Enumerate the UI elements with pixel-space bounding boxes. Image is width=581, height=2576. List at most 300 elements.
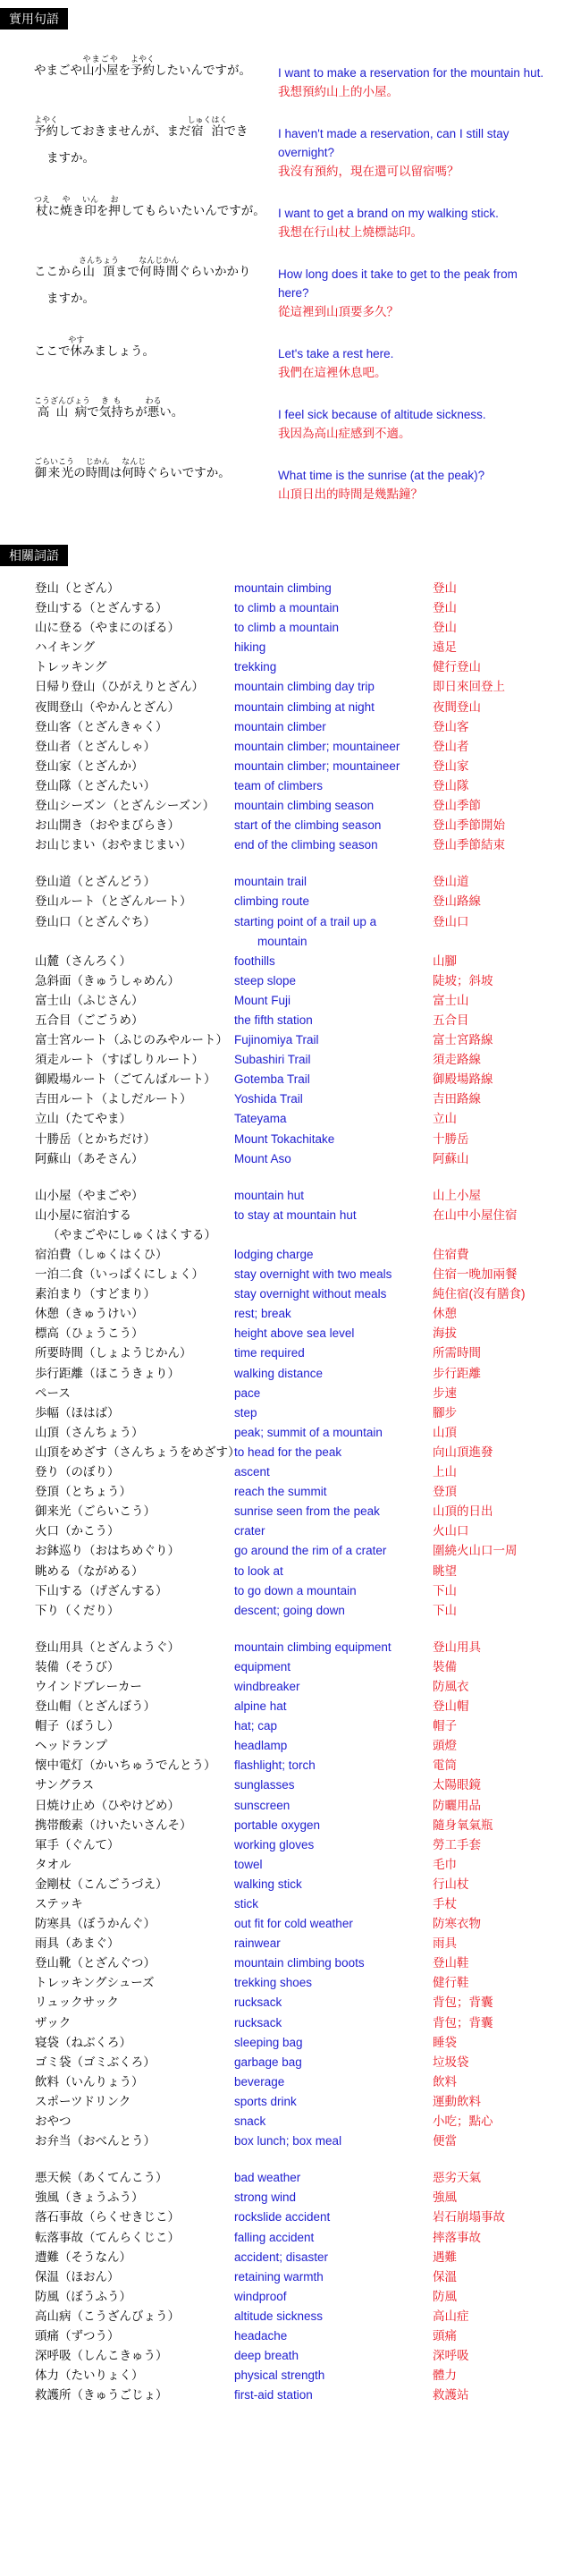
vocab-row bbox=[0, 932, 581, 952]
vocab-english: climbing route bbox=[234, 894, 310, 909]
ruby-word: 何時間なんじかん bbox=[139, 256, 180, 278]
vocab-chinese: 五合目 bbox=[433, 1013, 469, 1027]
phrase-english: Let's take a rest here. bbox=[278, 347, 394, 360]
vocab-japanese: 山麓（さんろく） bbox=[35, 953, 131, 968]
vocab-chinese: 飲料 bbox=[433, 2074, 457, 2089]
vocab-japanese bbox=[0, 932, 247, 952]
vocab-english: stay overnight without meals bbox=[234, 1287, 387, 1301]
vocab-japanese: 遭難（そうなん） bbox=[35, 2250, 131, 2264]
vocab-english: mountain climber; mountaineer bbox=[234, 758, 400, 773]
vocab-chinese: 隨身氧氣瓶 bbox=[433, 1818, 493, 1832]
vocab-english: sunrise seen from the peak bbox=[234, 1504, 380, 1519]
vocab-english: box lunch; box meal bbox=[234, 2134, 342, 2148]
vocab-row bbox=[0, 1462, 581, 1482]
vocab-english: mountain hut bbox=[234, 1188, 305, 1202]
vocab-english: to climb a mountain bbox=[234, 601, 340, 615]
vocab-english: foothills bbox=[234, 953, 275, 968]
vocab-japanese: 救護所（きゅうごじょ） bbox=[35, 2388, 168, 2402]
phrase-row bbox=[0, 335, 581, 382]
phrase-translation bbox=[278, 256, 564, 321]
phrase-text: で bbox=[87, 405, 99, 419]
vocab-row bbox=[0, 1736, 581, 1756]
vocab-chinese: 登山季節結束 bbox=[433, 838, 505, 852]
phrase-row bbox=[0, 55, 581, 101]
section-header-vocabulary: 相關詞語 bbox=[0, 545, 68, 566]
vocab-japanese: トレッキングシューズ bbox=[35, 1976, 155, 1990]
ruby-word: 高山病こうざんびょう bbox=[34, 396, 91, 419]
vocab-chinese: 頭痛 bbox=[433, 2328, 457, 2343]
phrase-japanese-line bbox=[34, 55, 278, 84]
vocab-english: deep breath bbox=[234, 2349, 299, 2363]
vocab-chinese: 防寒衣物 bbox=[433, 1917, 481, 1931]
vocab-japanese: 登山道（とざんどう） bbox=[35, 875, 156, 889]
vocab-japanese: 山小屋に宿泊する bbox=[35, 1208, 131, 1222]
vocab-chinese: 高山症 bbox=[433, 2309, 469, 2323]
vocab-chinese: 垃圾袋 bbox=[433, 2055, 469, 2069]
vocab-english: beverage bbox=[234, 2074, 285, 2089]
vocab-japanese: 登山帽（とざんぼう） bbox=[35, 1699, 156, 1714]
vocab-chinese: 山頂的日出 bbox=[433, 1504, 493, 1519]
vocab-row bbox=[0, 2188, 581, 2207]
vocab-english: headache bbox=[234, 2328, 288, 2343]
vocab-row bbox=[0, 677, 581, 697]
vocab-japanese: ペース bbox=[35, 1385, 71, 1400]
vocab-japanese: 山頂（さんちょう） bbox=[35, 1425, 144, 1439]
vocab-japanese: 登山シーズン（とざんシーズン） bbox=[35, 799, 215, 813]
vocab-english: portable oxygen bbox=[234, 1818, 321, 1832]
phrase-japanese bbox=[0, 55, 278, 101]
phrase-japanese-line bbox=[34, 396, 278, 426]
phrase-chinese: 我沒有預約，現在還可以留宿嗎？ bbox=[278, 165, 459, 178]
vocab-chinese: 勞工手套 bbox=[433, 1837, 481, 1852]
phrase-row bbox=[0, 256, 581, 321]
vocab-chinese: 登山 bbox=[433, 581, 457, 595]
ruby-word: 何時なんじ bbox=[122, 457, 147, 479]
vocab-japanese: 山頂をめざす（さんちょうをめざす） bbox=[35, 1445, 240, 1459]
vocab-group bbox=[0, 579, 581, 855]
phrase-japanese bbox=[0, 396, 278, 443]
vocab-english: sunscreen bbox=[234, 1798, 290, 1812]
vocab-row bbox=[0, 1186, 581, 1206]
vocab-english: strong wind bbox=[234, 2190, 297, 2205]
vocab-chinese: 火山口 bbox=[433, 1524, 469, 1538]
vocab-chinese: 阿蘇山 bbox=[433, 1151, 469, 1165]
furigana: つえ bbox=[34, 195, 51, 204]
vocab-chinese: 富士宮路線 bbox=[433, 1033, 493, 1047]
vocab-english: headlamp bbox=[234, 1739, 288, 1753]
vocab-chinese: 登山口 bbox=[433, 914, 469, 928]
vocab-japanese: 登山者（とざんしゃ） bbox=[35, 739, 156, 753]
vocab-english: mountain bbox=[257, 934, 307, 948]
phrase-english: How long does it take to get to the peak from bbox=[278, 267, 518, 281]
ruby-word: 押お bbox=[108, 195, 121, 217]
vocab-english: Yoshida Trail bbox=[234, 1092, 303, 1106]
vocab-row bbox=[0, 1697, 581, 1716]
vocab-english: height above sea level bbox=[234, 1326, 355, 1341]
vocab-row bbox=[0, 796, 581, 816]
phrase-chinese: 我想預約山上的小屋。 bbox=[278, 85, 399, 98]
furigana: こうざんびょう bbox=[34, 396, 91, 405]
ruby-word: 杖つえ bbox=[34, 195, 51, 217]
vocab-japanese: 寝袋（ねぶくろ） bbox=[35, 2035, 131, 2049]
phrase-japanese bbox=[0, 195, 278, 242]
furigana: なんじ bbox=[122, 457, 147, 466]
vocab-english: hat; cap bbox=[234, 1719, 278, 1733]
vocab-english: mountain climbing at night bbox=[234, 699, 375, 714]
vocab-english: mountain trail bbox=[234, 875, 307, 889]
vocab-japanese: 懐中電灯（かいちゅうでんとう） bbox=[35, 1758, 216, 1773]
vocab-english: end of the climbing season bbox=[234, 838, 378, 852]
vocab-row bbox=[0, 1070, 581, 1089]
vocab-chinese: 登山帽 bbox=[433, 1699, 469, 1714]
vocab-english: bad weather bbox=[234, 2171, 301, 2185]
vocab-chinese: 登頂 bbox=[433, 1485, 457, 1499]
phrase-text: き bbox=[72, 204, 85, 217]
vocab-japanese: 山小屋（やまごや） bbox=[35, 1188, 144, 1202]
vocab-row bbox=[0, 2228, 581, 2248]
vocab-chinese: 毛巾 bbox=[433, 1857, 457, 1871]
vocab-chinese: 背包；背囊 bbox=[433, 2015, 493, 2029]
vocab-row bbox=[0, 1149, 581, 1169]
phrase-translation bbox=[278, 195, 564, 242]
vocab-english: reach the summit bbox=[234, 1485, 327, 1499]
vocab-row bbox=[0, 737, 581, 757]
vocab-chinese: 山腳 bbox=[433, 953, 457, 968]
phrase-text: に bbox=[47, 204, 61, 217]
vocab-chinese: 登山家 bbox=[433, 758, 469, 773]
vocab-japanese: 登山客（とざんきゃく） bbox=[35, 719, 168, 733]
vocab-japanese: 登山口（とざんぐち） bbox=[35, 914, 156, 928]
phrase-english: What time is the sunrise (at the peak)? bbox=[278, 469, 485, 482]
vocab-row bbox=[0, 1384, 581, 1403]
ruby-word: 山小屋やまごや bbox=[82, 55, 119, 77]
vocab-chinese: 登山用具 bbox=[433, 1640, 481, 1654]
vocab-chinese: 圍繞火山口一周 bbox=[433, 1544, 518, 1558]
vocab-chinese: 登山 bbox=[433, 621, 457, 635]
vocab-japanese: 軍手（ぐんて） bbox=[35, 1837, 120, 1852]
vocab-row bbox=[0, 1364, 581, 1384]
vocab-english: team of climbers bbox=[234, 778, 324, 792]
vocab-row bbox=[0, 2287, 581, 2307]
vocab-english bbox=[247, 1225, 445, 1245]
vocab-english: mountain climbing day trip bbox=[234, 680, 375, 694]
vocab-japanese: 転落事故（てんらくじこ） bbox=[35, 2230, 180, 2244]
vocab-english: to look at bbox=[234, 1563, 283, 1578]
phrase-text: ここで bbox=[34, 344, 71, 358]
vocab-row bbox=[0, 1011, 581, 1030]
vocab-row bbox=[0, 618, 581, 638]
vocab-row bbox=[0, 1894, 581, 1914]
vocab-english: to head for the peak bbox=[234, 1445, 342, 1459]
vocab-english: time required bbox=[234, 1346, 305, 1360]
vocab-chinese: 下山 bbox=[433, 1603, 457, 1617]
vocab-row bbox=[0, 579, 581, 598]
vocab-chinese: 山頂 bbox=[433, 1425, 457, 1439]
vocab-japanese: 歩幅（ほはば） bbox=[35, 1405, 120, 1419]
vocab-english: physical strength bbox=[234, 2368, 325, 2383]
ruby-word: 御来光ごらいこう bbox=[34, 457, 75, 479]
vocab-english: to stay at mountain hut bbox=[234, 1208, 357, 1222]
vocab-english: lodging charge bbox=[234, 1248, 314, 1261]
vocab-japanese: 深呼吸（しんこきゅう） bbox=[35, 2349, 168, 2363]
vocab-english: retaining warmth bbox=[234, 2269, 324, 2284]
vocab-chinese: 須走路線 bbox=[433, 1053, 481, 1067]
vocab-english: alpine hat bbox=[234, 1699, 287, 1714]
vocab-chinese: 登山者 bbox=[433, 739, 469, 753]
vocab-english: mountain climbing equipment bbox=[234, 1640, 392, 1654]
vocab-row bbox=[0, 1953, 581, 1973]
vocab-chinese: 裝備 bbox=[433, 1659, 457, 1674]
vocab-chinese: 遠足 bbox=[433, 640, 457, 655]
vocab-row bbox=[0, 912, 581, 932]
ruby-word: 予約よやく bbox=[131, 55, 156, 77]
vocab-japanese: トレッキング bbox=[35, 660, 107, 674]
vocab-row bbox=[0, 1324, 581, 1343]
vocab-group bbox=[0, 872, 581, 1168]
vocab-chinese: 健行鞋 bbox=[433, 1976, 469, 1990]
vocab-chinese: 夜間登山 bbox=[433, 699, 481, 714]
vocab-row bbox=[0, 1581, 581, 1601]
vocab-row bbox=[0, 2092, 581, 2112]
furigana: きも bbox=[98, 396, 123, 405]
vocab-chinese: 步速 bbox=[433, 1385, 457, 1400]
vocab-row bbox=[0, 1914, 581, 1934]
vocab-chinese: 陡坡；斜坡 bbox=[433, 973, 493, 987]
vocab-group bbox=[0, 1638, 581, 2151]
vocab-row bbox=[0, 1265, 581, 1284]
vocab-row bbox=[0, 872, 581, 892]
vocab-chinese: 休憩 bbox=[433, 1307, 457, 1321]
vocab-japanese: 登山隊（とざんたい） bbox=[35, 778, 156, 792]
vocab-row bbox=[0, 1541, 581, 1561]
vocab-english: walking distance bbox=[234, 1366, 324, 1380]
vocab-english: mountain climber; mountaineer bbox=[234, 739, 400, 753]
phrase-text: まで bbox=[115, 265, 140, 278]
vocab-japanese: 所要時間（しょようじかん） bbox=[35, 1346, 192, 1360]
phrase-row bbox=[0, 115, 581, 181]
vocab-chinese: 步行距離 bbox=[433, 1366, 481, 1380]
vocab-chinese: 惡劣天氣 bbox=[433, 2171, 481, 2185]
vocab-english: Gotemba Trail bbox=[234, 1072, 310, 1087]
vocab-english: rucksack bbox=[234, 2015, 282, 2029]
vocab-chinese: 登山鞋 bbox=[433, 1956, 469, 1970]
phrase-chinese: 我因為高山症感到不適。 bbox=[278, 427, 411, 440]
vocab-english: Fujinomiya Trail bbox=[234, 1033, 319, 1047]
vocab-chinese: 登山路線 bbox=[433, 894, 481, 909]
vocab-row bbox=[0, 2168, 581, 2188]
phrase-english: I want to get a brand on my walking stick. bbox=[278, 207, 499, 220]
vocab-japanese: 登り（のぼり） bbox=[35, 1465, 120, 1479]
vocab-english: equipment bbox=[234, 1659, 291, 1674]
vocab-row bbox=[0, 1403, 581, 1423]
vocab-japanese: ゴミ袋（ゴミぶくろ） bbox=[35, 2055, 156, 2069]
vocab-japanese: おやつ bbox=[35, 2114, 72, 2129]
vocab-japanese: 一泊二食（いっぱくにしょく） bbox=[35, 1267, 204, 1282]
phrase-row bbox=[0, 396, 581, 443]
vocab-row bbox=[0, 2112, 581, 2131]
phrase-english: I feel sick because of altitude sickness. bbox=[278, 408, 486, 421]
vocab-chinese: 海拔 bbox=[433, 1326, 457, 1341]
furigana: いん bbox=[82, 195, 99, 204]
vocab-chinese: 手杖 bbox=[433, 1897, 457, 1911]
furigana: しゅくはく bbox=[187, 115, 228, 124]
vocab-chinese: 雨具 bbox=[433, 1936, 457, 1951]
vocab-english: the fifth station bbox=[234, 1013, 313, 1027]
vocab-english: ascent bbox=[234, 1465, 270, 1479]
vocab-row bbox=[0, 1638, 581, 1657]
vocab-chinese: 登山隊 bbox=[433, 778, 469, 792]
vocab-row bbox=[0, 598, 581, 618]
vocab-japanese: 防風（ぼうふう） bbox=[35, 2289, 131, 2303]
phrase-japanese bbox=[0, 457, 278, 504]
vocab-row bbox=[0, 1562, 581, 1581]
vocab-chinese: 運動飲料 bbox=[433, 2094, 481, 2108]
vocab-chinese: 岩石崩塌事故 bbox=[433, 2210, 505, 2224]
vocab-english: rainwear bbox=[234, 1936, 281, 1951]
vocab-english: mountain climber bbox=[234, 719, 326, 733]
vocab-english: altitude sickness bbox=[234, 2309, 324, 2323]
vocab-chinese: 登山客 bbox=[433, 719, 469, 733]
vocab-group bbox=[0, 1186, 581, 1621]
phrase-text: を bbox=[96, 204, 109, 217]
phrase-text: ここから bbox=[34, 265, 82, 278]
vocab-row bbox=[0, 1677, 581, 1697]
ruby-word: 休やす bbox=[68, 335, 85, 358]
phrase-text: してもらいたいんですが。 bbox=[120, 204, 265, 217]
vocab-row bbox=[0, 1304, 581, 1324]
vocab-chinese: 上山 bbox=[433, 1465, 457, 1479]
vocab-english: sleeping bag bbox=[234, 2035, 303, 2049]
phrase-text: の bbox=[73, 466, 86, 479]
vocab-japanese: 携帯酸素（けいたいさんそ） bbox=[35, 1818, 192, 1832]
vocab-row bbox=[0, 1835, 581, 1855]
furigana: よやく bbox=[34, 115, 59, 124]
vocab-chinese: 保溫 bbox=[433, 2269, 457, 2284]
vocab-chinese: 帽子 bbox=[433, 1719, 457, 1733]
vocab-japanese: リュックサック bbox=[35, 1996, 119, 2010]
vocab-row bbox=[0, 1109, 581, 1129]
furigana: なんじかん bbox=[139, 256, 180, 265]
ruby-word: 予約よやく bbox=[34, 115, 59, 138]
vocab-row bbox=[0, 698, 581, 717]
vocab-row bbox=[0, 1716, 581, 1736]
vocab-row bbox=[0, 1502, 581, 1521]
vocab-chinese: 深呼吸 bbox=[433, 2349, 469, 2363]
vocab-japanese: 日帰り登山（ひがえりとざん） bbox=[35, 680, 204, 694]
vocab-japanese: ステッキ bbox=[35, 1897, 83, 1911]
vocab-english: walking stick bbox=[234, 1877, 302, 1891]
vocab-japanese: お山じまい（おやまじまい） bbox=[35, 838, 192, 852]
phrase-chinese: 山頂日出的時間是幾點鐘？ bbox=[278, 487, 423, 501]
vocab-english: Mount Fuji bbox=[234, 993, 291, 1007]
vocab-english: sports drink bbox=[234, 2094, 297, 2108]
vocab-chinese: 防風衣 bbox=[433, 1679, 469, 1693]
vocab-row bbox=[0, 1130, 581, 1149]
vocab-japanese: 下り（くだり） bbox=[35, 1603, 120, 1617]
vocab-chinese: 強風 bbox=[433, 2190, 457, 2205]
vocab-japanese: 高山病（こうざんびょう） bbox=[35, 2309, 180, 2323]
phrase-japanese-line bbox=[34, 115, 278, 145]
furigana: ごらいこう bbox=[34, 457, 75, 466]
vocab-row bbox=[0, 835, 581, 855]
furigana: お bbox=[108, 195, 121, 204]
vocab-row bbox=[0, 1423, 581, 1443]
vocab-chinese: 吉田路線 bbox=[433, 1092, 481, 1106]
vocab-chinese: 遇難 bbox=[433, 2250, 457, 2264]
vocab-row bbox=[0, 1521, 581, 1541]
phrase-japanese bbox=[0, 256, 278, 321]
vocab-japanese: 登山ルート（とざんルート） bbox=[35, 894, 192, 909]
vocab-chinese: 向山頂進發 bbox=[433, 1445, 493, 1459]
phrase-japanese bbox=[0, 115, 278, 181]
vocab-row bbox=[0, 892, 581, 911]
phrase-english: I want to make a reservation for the mountain hut. bbox=[278, 66, 544, 80]
vocab-row bbox=[0, 1796, 581, 1816]
vocab-japanese: 下山する（げざんする） bbox=[35, 1583, 168, 1597]
phrase-chinese: 我想在行山杖上燒標誌印。 bbox=[278, 225, 423, 239]
phrase-text: ますか。 bbox=[46, 292, 95, 305]
vocab-english: mountain climbing boots bbox=[234, 1956, 365, 1970]
vocab-japanese: 装備（そうび） bbox=[35, 1659, 120, 1674]
vocab-japanese: 御殿場ルート（ごてんばルート） bbox=[35, 1072, 216, 1087]
vocab-english: Subashiri Trail bbox=[234, 1053, 311, 1067]
vocab-row bbox=[0, 2248, 581, 2267]
vocab-chinese: 富士山 bbox=[433, 993, 469, 1007]
phrase-translation bbox=[278, 335, 564, 382]
vocab-chinese: 行山杖 bbox=[433, 1877, 469, 1891]
vocab-chinese: 十勝岳 bbox=[433, 1131, 469, 1146]
phrase-list bbox=[0, 55, 581, 504]
furigana: さんちょう bbox=[79, 256, 120, 265]
vocab-row bbox=[0, 776, 581, 796]
vocab-japanese: 素泊まり（すどまり） bbox=[35, 1287, 156, 1301]
vocab-chinese: 健行登山 bbox=[433, 660, 481, 674]
phrase-translation bbox=[278, 457, 564, 504]
vocab-row bbox=[0, 1030, 581, 1050]
phrase-japanese-line bbox=[34, 145, 278, 172]
vocab-row bbox=[0, 2346, 581, 2366]
phrase-text: ぐらいですか。 bbox=[146, 466, 231, 479]
phrase-english: overnight? bbox=[278, 146, 335, 159]
vocab-row bbox=[0, 2366, 581, 2385]
vocab-row bbox=[0, 1343, 581, 1363]
vocab-english: crater bbox=[234, 1524, 265, 1538]
vocab-english: go around the rim of a crater bbox=[234, 1544, 387, 1558]
vocab-japanese: 山に登る（やまにのぼる） bbox=[35, 621, 180, 635]
vocab-japanese: 防寒具（ぼうかんぐ） bbox=[35, 1917, 156, 1931]
phrase-english: I haven't made a reservation, can I still stay bbox=[278, 127, 509, 140]
phrase-text: やまごや bbox=[34, 64, 82, 77]
vocab-japanese: 御来光（ごらいこう） bbox=[35, 1504, 156, 1519]
vocab-chinese: 眺望 bbox=[433, 1563, 457, 1578]
vocab-japanese: 十勝岳（とかちだけ） bbox=[35, 1131, 156, 1146]
vocab-english: towel bbox=[234, 1857, 263, 1871]
vocab-english: step bbox=[234, 1405, 257, 1419]
vocab-english: falling accident bbox=[234, 2230, 315, 2244]
vocab-japanese: 頭痛（ずつう） bbox=[35, 2328, 120, 2343]
furigana: じかん bbox=[85, 457, 110, 466]
vocab-japanese: 登山用具（とざんようぐ） bbox=[35, 1640, 180, 1654]
vocab-japanese: 五合目（ごごうめ） bbox=[35, 1013, 144, 1027]
vocab-japanese: スポーツドリンク bbox=[35, 2094, 131, 2108]
vocab-japanese: 富士山（ふじさん） bbox=[35, 993, 144, 1007]
phrase-text: したいんですが。 bbox=[155, 64, 252, 77]
vocab-japanese: ウインドブレーカー bbox=[35, 1679, 142, 1693]
vocab-japanese: 登山する（とざんする） bbox=[35, 601, 168, 615]
vocab-row bbox=[0, 1816, 581, 1835]
vocab-english: snack bbox=[234, 2114, 266, 2129]
vocab-row bbox=[0, 2326, 581, 2346]
